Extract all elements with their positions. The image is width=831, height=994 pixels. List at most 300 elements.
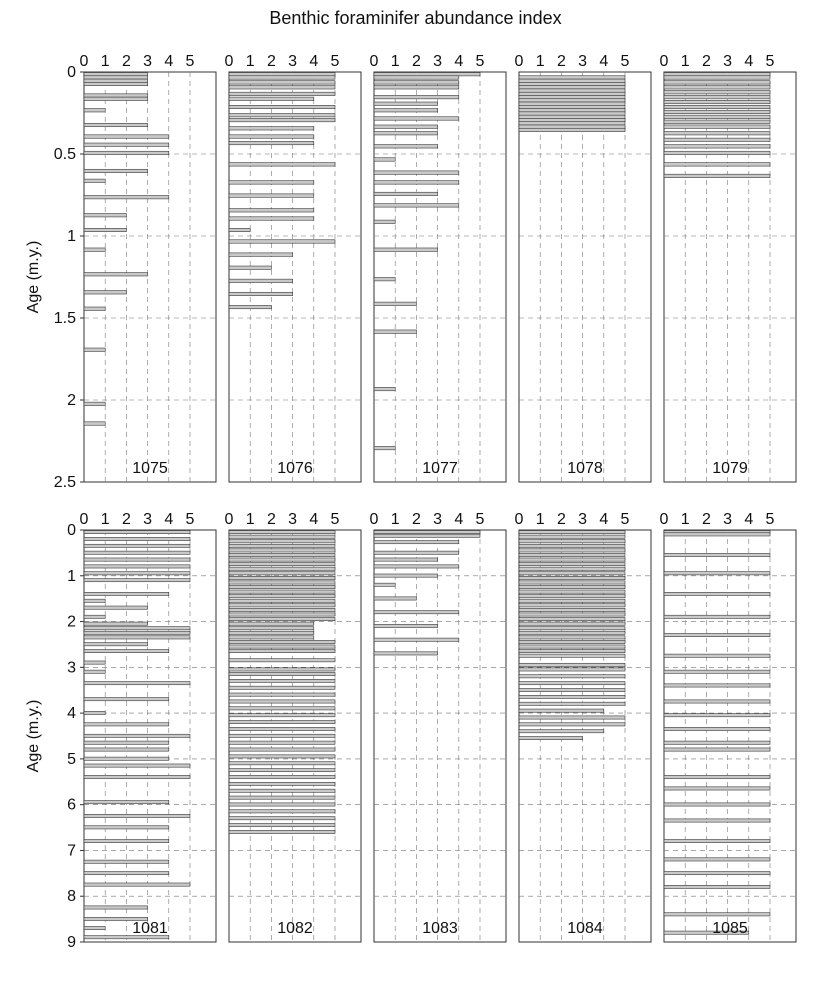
site-1081-bar: [84, 741, 169, 744]
site-1081-bar: [84, 572, 190, 575]
site-1082-bar: [229, 789, 335, 792]
site-1079-bar: [664, 73, 770, 76]
site-1081-bar: [84, 723, 169, 726]
site-1085-bar: [664, 872, 770, 875]
site-1082-bar: [229, 636, 314, 639]
site-1076-bar: [229, 73, 335, 76]
site-1079-bar: [664, 115, 770, 118]
site-1082-bar: [229, 544, 335, 547]
site-1082-bar: [229, 558, 335, 561]
site-1075-bar: [84, 135, 169, 138]
site-1084-xtick-label: 4: [599, 511, 609, 528]
site-1078-bar: [519, 76, 625, 79]
site-1076-bar: [229, 81, 335, 84]
site-1085-bar: [664, 654, 770, 657]
site-1078-bar: [519, 122, 625, 125]
site-1076-bar: [229, 305, 271, 308]
site-1075-bar: [84, 151, 169, 154]
site-1082-bar: [229, 686, 335, 689]
site-1085-bar: [664, 885, 770, 888]
site-1075-xtick-label: 5: [185, 53, 195, 70]
site-1082-bar: [229, 727, 335, 730]
site-1077-bar: [374, 171, 459, 174]
site-1084-bar: [519, 682, 625, 685]
site-1077-bar: [374, 73, 480, 76]
site-1079-xtick-label: 1: [680, 53, 690, 70]
site-1084-bar: [519, 622, 625, 625]
site-1083-xtick-label: 2: [411, 511, 421, 528]
site-1082-xtick-label: 0: [224, 511, 234, 528]
site-1077-bar: [374, 145, 438, 148]
site-1077-bar: [374, 204, 459, 207]
site-1085-bar: [664, 840, 770, 843]
site-1082-bar: [229, 553, 335, 556]
site-1076-bar: [229, 141, 314, 144]
site-1083-bar: [374, 624, 438, 627]
site-1081-bar: [84, 883, 190, 886]
site-1081-xtick-label: 3: [143, 511, 153, 528]
site-1081-bar: [84, 650, 169, 653]
site-1082-bar: [229, 659, 335, 662]
site-1079-xtick-label: 4: [744, 53, 754, 70]
site-1084-bar: [519, 572, 625, 575]
site-1082-xtick-label: 5: [330, 511, 340, 528]
site-1081-bar: [84, 670, 105, 673]
site-1078-bar: [519, 115, 625, 118]
site-1085-xtick-label: 4: [744, 511, 754, 528]
site-1076-xtick-label: 0: [224, 53, 234, 70]
site-1081-bar: [84, 661, 105, 664]
site-1077-bar: [374, 192, 438, 195]
site-1081-bar: [84, 551, 190, 554]
site-1078-bar: [519, 109, 625, 112]
site-1077-site-label: 1077: [422, 460, 458, 477]
site-1078-frame: [519, 72, 651, 482]
site-1078-bar: [519, 82, 625, 85]
site-1082-xtick-label: 4: [309, 511, 319, 528]
site-1077-bar: [374, 81, 459, 84]
site-1081-bar: [84, 631, 190, 634]
site-1075-bar: [84, 123, 148, 126]
site-1083-bar: [374, 597, 416, 600]
site-1079-bar: [664, 151, 770, 154]
site-1078-bar: [519, 125, 625, 128]
site-1082-bar: [229, 693, 335, 696]
site-1082-bar: [229, 645, 335, 648]
site-1078-bar: [519, 112, 625, 115]
site-1085-frame: [664, 530, 796, 942]
site-1081-bar: [84, 775, 190, 778]
site-1081-ytick-label: 0: [67, 522, 76, 539]
site-1076-bar: [229, 118, 335, 121]
site-1081-ytick-label: 1: [67, 567, 76, 585]
site-1084-bar: [519, 688, 625, 691]
site-1079-bar: [664, 86, 770, 89]
site-1082-bar: [229, 823, 335, 826]
site-1081-bar: [84, 606, 148, 609]
site-1075-bar: [84, 82, 148, 85]
site-1082-bar: [229, 627, 314, 630]
site-1075-bar: [84, 73, 148, 76]
site-1079-bar: [664, 138, 770, 141]
site-1085-bar: [664, 592, 770, 595]
site-1082-bar: [229, 585, 335, 588]
site-1077-bar: [374, 446, 395, 449]
site-1082-bar: [229, 803, 335, 806]
site-1084-xtick-label: 3: [578, 511, 588, 528]
site-1082-xtick-label: 3: [288, 511, 298, 528]
site-1082-bar: [229, 672, 335, 675]
site-1075-ytick-label: 0: [67, 64, 76, 81]
site-1078-xtick-label: 2: [556, 53, 566, 70]
site-1076-frame: [229, 72, 361, 482]
site-1083-xtick-label: 1: [390, 511, 400, 528]
site-1081-bar: [84, 565, 190, 568]
site-1076-bar: [229, 163, 335, 166]
site-1084-xtick-label: 0: [514, 511, 524, 528]
site-1081-bar: [84, 622, 148, 625]
site-1076-bar: [229, 292, 293, 295]
site-1082-bar: [229, 748, 335, 751]
site-1083-xtick-label: 5: [475, 511, 485, 528]
site-1077-xtick-label: 1: [390, 53, 400, 70]
site-1078-bar: [519, 95, 625, 98]
site-1084-bar: [519, 668, 625, 671]
site-1081-xtick-label: 1: [100, 511, 110, 528]
site-1081-bar: [84, 764, 190, 767]
site-1081-xtick-label: 4: [164, 511, 174, 528]
site-1082-bar: [229, 734, 335, 737]
site-1079-bar: [664, 81, 770, 84]
site-1078-xtick-label: 1: [535, 53, 545, 70]
site-1075-bar: [84, 402, 105, 405]
site-1076-bar: [229, 240, 335, 243]
site-1084-bar: [519, 617, 625, 620]
site-1082-bar: [229, 714, 335, 717]
site-1084-bar: [519, 585, 625, 588]
site-1081-bar: [84, 643, 148, 646]
site-1083-bar: [374, 574, 438, 577]
site-1082-bar: [229, 817, 335, 820]
site-1077-xtick-label: 5: [475, 53, 485, 70]
site-1082-bar: [229, 531, 335, 534]
site-1078-xtick-label: 5: [620, 53, 630, 70]
site-1081-bar: [84, 906, 148, 909]
site-1085-bar: [664, 553, 770, 556]
site-1085-xtick-label: 2: [701, 511, 711, 528]
site-1085-xtick-label: 0: [659, 511, 669, 528]
site-1076-xtick-label: 3: [288, 53, 298, 70]
site-1084-bar: [519, 599, 625, 602]
site-1084-xtick-label: 2: [556, 511, 566, 528]
site-1081-bar: [84, 757, 169, 760]
site-1075-xtick-label: 4: [164, 53, 174, 70]
site-1075-frame: [84, 72, 216, 482]
site-1079-bar: [664, 132, 770, 135]
site-1077-bar: [374, 132, 438, 135]
site-1081-ytick-label: 3: [67, 659, 76, 677]
site-1076-bar: [229, 279, 293, 282]
site-1079-bar: [664, 100, 770, 103]
site-1081-bar: [84, 698, 169, 701]
site-1076-bar: [229, 253, 293, 256]
site-1085-bar: [664, 787, 770, 790]
site-1084-bar: [519, 730, 604, 733]
site-1082-bar: [229, 595, 335, 598]
site-1084-bar: [519, 709, 604, 712]
site-1084-bar: [519, 723, 625, 726]
site-1081-ytick-label: 8: [67, 888, 76, 906]
site-1076-bar: [229, 114, 335, 117]
site-1083-site-label: 1083: [422, 920, 458, 937]
site-1085-bar: [664, 684, 770, 687]
site-1084-bar: [519, 595, 625, 598]
site-1079-bar: [664, 120, 770, 123]
site-1076-bar: [229, 105, 335, 108]
site-1084-bar: [519, 645, 625, 648]
site-1077-bar: [374, 76, 459, 79]
site-1084-bar: [519, 640, 625, 643]
site-1085-bar: [664, 727, 770, 730]
site-1082-bar: [229, 679, 335, 682]
site-1084-bar: [519, 716, 625, 719]
site-1075-bar: [84, 214, 126, 217]
site-1077-bar: [374, 387, 395, 390]
site-1084-bar: [519, 604, 625, 607]
site-1076-bar: [229, 228, 250, 231]
site-1082-site-label: 1082: [277, 920, 313, 937]
site-1077-bar: [374, 330, 416, 333]
site-1083-bar: [374, 541, 459, 544]
site-1085-bar: [664, 913, 770, 916]
site-1082-bar: [229, 755, 335, 758]
site-1078-bar: [519, 118, 625, 121]
site-1075-bar: [84, 307, 105, 310]
site-1077-bar: [374, 102, 438, 105]
site-1082-bar: [229, 581, 335, 584]
site-1075-bar: [84, 422, 105, 425]
site-1076-bar: [229, 217, 314, 220]
site-1078-xtick-label: 3: [578, 53, 588, 70]
site-1082-bar: [229, 617, 335, 620]
site-1082-bar: [229, 567, 335, 570]
site-1077-bar: [374, 125, 438, 128]
site-1085-bar: [664, 572, 770, 575]
site-1084-bar: [519, 567, 625, 570]
site-1084-bar: [519, 627, 625, 630]
site-1075-xtick-label: 1: [100, 53, 110, 70]
site-1078-bar: [519, 128, 625, 131]
site-1079-bar: [664, 105, 770, 108]
site-1083-bar: [374, 565, 459, 568]
site-1084-bar: [519, 663, 625, 666]
site-1076-xtick-label: 5: [330, 53, 340, 70]
site-1081-bar: [84, 537, 190, 540]
site-1077-bar: [374, 181, 459, 184]
site-1085-bar: [664, 775, 770, 778]
site-1075-bar: [84, 248, 105, 251]
site-1076-bar: [229, 266, 271, 269]
site-1081-bar: [84, 860, 169, 863]
site-1084-bar: [519, 654, 625, 657]
site-1076-site-label: 1076: [277, 460, 313, 477]
site-1076-bar: [229, 92, 335, 95]
site-1082-bar: [229, 599, 335, 602]
site-1082-bar: [229, 631, 314, 634]
site-1082-bar: [229, 830, 335, 833]
site-1076-bar: [229, 209, 314, 212]
site-1082-bar: [229, 540, 335, 543]
site-1076-bar: [229, 86, 335, 89]
site-1082-bar: [229, 769, 335, 772]
site-1081-ytick-label: 4: [67, 705, 76, 723]
site-1076-bar: [229, 127, 314, 130]
site-1078-bar: [519, 89, 625, 92]
site-1084-bar: [519, 576, 625, 579]
site-1081-bar: [84, 734, 190, 737]
site-1077-xtick-label: 0: [369, 53, 379, 70]
site-1079-bar: [664, 145, 770, 148]
site-1082-bar: [229, 707, 335, 710]
site-1081-bar: [84, 627, 190, 630]
site-1082-bar: [229, 741, 335, 744]
site-1084-bar: [519, 675, 625, 678]
site-1084-bar: [519, 544, 625, 547]
site-1078-xtick-label: 0: [514, 53, 524, 70]
site-1084-bar: [519, 613, 625, 616]
site-1082-bar: [229, 640, 335, 643]
site-1081-bar: [84, 531, 190, 534]
site-1079-bar: [664, 91, 770, 94]
site-1078-site-label: 1078: [567, 460, 603, 477]
site-1078-bar: [519, 92, 625, 95]
site-1075-bar: [84, 273, 148, 276]
site-1082-bar: [229, 576, 335, 579]
site-1082-xtick-label: 1: [245, 511, 255, 528]
site-1082-bar: [229, 590, 335, 593]
site-1084-bar: [519, 650, 625, 653]
site-1075-ytick-label: 1: [67, 228, 76, 245]
site-1082-bar: [229, 762, 335, 765]
site-1083-xtick-label: 0: [369, 511, 379, 528]
site-1079-bar: [664, 163, 770, 166]
chart-title: Benthic foraminifer abundance index: [269, 8, 562, 28]
site-1081-xtick-label: 0: [79, 511, 89, 528]
site-1081-bar: [84, 711, 105, 714]
site-1077-xtick-label: 3: [433, 53, 443, 70]
site-1075-bar: [84, 228, 126, 231]
site-1075-bar: [84, 291, 126, 294]
site-1079-site-label: 1079: [712, 460, 748, 477]
site-1081-bar: [84, 579, 190, 582]
site-1075-ytick-label: 2.5: [53, 474, 76, 491]
site-1077-bar: [374, 158, 395, 161]
site-1075-xtick-label: 0: [79, 53, 89, 70]
site-1081-bar: [84, 814, 190, 817]
site-1085-xtick-label: 3: [723, 511, 733, 528]
site-1077-bar: [374, 278, 395, 281]
site-1078-bar: [519, 86, 625, 89]
site-1076-bar: [229, 97, 314, 100]
site-1075-bar: [84, 169, 148, 172]
site-1076-xtick-label: 4: [309, 53, 319, 70]
site-1077-xtick-label: 4: [454, 53, 464, 70]
site-1083-bar: [374, 638, 459, 641]
site-1084-bar: [519, 590, 625, 593]
site-1082-bar: [229, 700, 335, 703]
site-1084-xtick-label: 1: [535, 511, 545, 528]
site-1077-xtick-label: 2: [411, 53, 421, 70]
site-1081-bar: [84, 615, 105, 618]
site-1085-bar: [664, 803, 770, 806]
site-1081-ytick-label: 5: [67, 750, 76, 768]
site-1075-bar: [84, 109, 105, 112]
site-1083-xtick-label: 4: [454, 511, 464, 528]
site-1079-bar: [664, 174, 770, 177]
site-1079-bar: [664, 110, 770, 113]
site-1083-bar: [374, 652, 438, 655]
site-1077-bar: [374, 248, 438, 251]
site-1084-bar: [519, 553, 625, 556]
site-1078-bar: [519, 79, 625, 82]
site-1076-xtick-label: 1: [245, 53, 255, 70]
site-1082-bar: [229, 720, 335, 723]
site-1082-bar: [229, 608, 335, 611]
site-1084-xtick-label: 5: [620, 511, 630, 528]
site-1084-bar: [519, 631, 625, 634]
site-1084-bar: [519, 636, 625, 639]
site-1081-bar: [84, 599, 105, 602]
site-1075-ytick-label: 0.5: [53, 146, 76, 163]
site-1082-bar: [229, 572, 335, 575]
site-1081-ytick-label: 2: [67, 613, 76, 631]
site-1077-bar: [374, 109, 438, 112]
site-1075-xtick-label: 3: [143, 53, 153, 70]
site-1084-bar: [519, 737, 583, 740]
site-1081-ytick-label: 9: [67, 934, 76, 951]
site-1085-bar: [664, 858, 770, 861]
site-1083-bar: [374, 558, 438, 561]
site-1081-ylabel: Age (m.y.): [25, 699, 42, 773]
site-1082-bar: [229, 810, 335, 813]
site-1079-xtick-label: 2: [701, 53, 711, 70]
site-1085-bar: [664, 670, 770, 673]
site-1083-bar: [374, 611, 459, 614]
site-1075-bar: [84, 79, 148, 82]
site-1085-bar: [664, 748, 770, 751]
site-1084-bar: [519, 563, 625, 566]
site-1083-bar: [374, 583, 395, 586]
site-1085-bar: [664, 714, 770, 717]
site-1082-bar: [229, 563, 335, 566]
site-1085-bar: [664, 533, 770, 536]
site-1085-bar: [664, 741, 770, 744]
site-1075-ylabel: Age (m.y.): [25, 240, 42, 314]
site-1082-bar: [229, 775, 335, 778]
site-1081-bar: [84, 748, 169, 751]
site-1077-bar: [374, 117, 459, 120]
site-1082-bar: [229, 796, 335, 799]
site-1076-bar: [229, 76, 335, 79]
site-1085-bar: [664, 819, 770, 822]
site-1081-bar: [84, 682, 190, 685]
site-1083-bar: [374, 534, 480, 537]
site-1081-xtick-label: 5: [185, 511, 195, 528]
site-1076-bar: [229, 181, 314, 184]
site-1084-bar: [519, 531, 625, 534]
site-1084-bar: [519, 608, 625, 611]
site-1077-bar: [374, 86, 459, 89]
